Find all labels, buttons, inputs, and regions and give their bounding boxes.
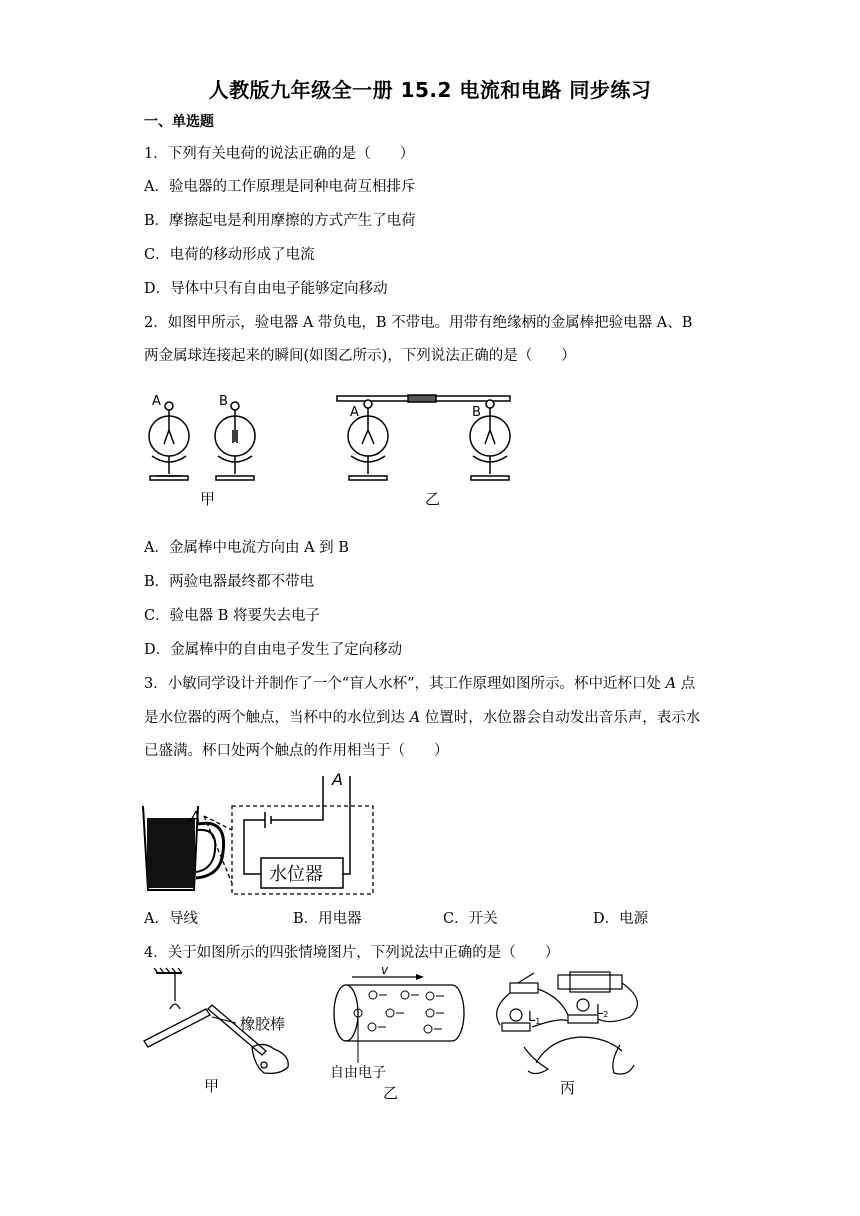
caption-yi: 乙	[425, 490, 441, 508]
cup-point-label: A	[190, 808, 201, 826]
question-1-option-b: B．摩擦起电是利用摩擦的方式产生了电荷	[144, 213, 416, 229]
velocity-label: v	[381, 963, 389, 977]
free-electron-label: 自由电子	[330, 1065, 386, 1081]
question-3-option-d: D．电源	[593, 911, 649, 927]
caption-jia-4: 甲	[204, 1077, 220, 1095]
question-2-stem-line-1: 2．如图甲所示，验电器 A 带负电，B 不带电。用带有绝缘柄的金属棒把验电器 A、B	[144, 315, 693, 331]
electroscope-figure	[140, 390, 520, 515]
question-2-option-c: C．验电器 B 将要失去电子	[144, 608, 320, 624]
electroscope-a-jia	[149, 402, 189, 480]
question-2-stem-line-2: 两金属球连接起来的瞬间(如图乙所示)，下列说法正确的是（ ）	[144, 348, 576, 364]
page-title: 人教版九年级全一册 15.2 电流和电路 同步练习	[208, 78, 652, 102]
label-b-jia: B	[219, 394, 228, 409]
question-2-option-d: D．金属棒中的自由电子发生了定向移动	[144, 642, 403, 658]
caption-jia: 甲	[200, 490, 216, 508]
circuit-photo	[497, 972, 638, 1074]
question-3-stem-line-1: 3．小敏同学设计并制作了一个“盲人水杯”，其工作原理如图所示。杯中近杯口处 A 点	[144, 676, 696, 692]
question-1-stem: 1．下列有关电荷的说法正确的是（ ）	[144, 146, 415, 162]
question-3-stem-line-3: 已盛满。杯口处两个触点的作用相当于（ ）	[144, 743, 449, 759]
question-2-option-a: A．金属棒中电流方向由 A 到 B	[144, 540, 349, 556]
question-3-option-c: C．开关	[443, 911, 498, 927]
water-level-label: 水位器	[269, 864, 323, 885]
label-a-jia: A	[152, 394, 161, 409]
question-3-option-a: A．导线	[144, 911, 198, 927]
water	[147, 818, 195, 888]
caption-yi-4: 乙	[383, 1084, 399, 1102]
suspended-rod	[144, 968, 210, 1047]
question-3-stem-line-2: 是水位器的两个触点，当杯中的水位到达 A 位置时，水位器会自动发出音乐声，表示水	[144, 710, 701, 726]
caption-bing-4: 丙	[560, 1079, 576, 1097]
metal-rod	[337, 395, 510, 402]
question-4-stem: 4．关于如图所示的四张情境图片，下列说法中正确的是（ ）	[144, 945, 560, 961]
l2-label: $L_2$	[596, 1003, 609, 1019]
question-3-option-b: B．用电器	[293, 911, 362, 927]
electroscope-b-jia	[215, 402, 255, 480]
question-2-option-b: B．两验电器最终都不带电	[144, 574, 315, 590]
rubber-rod-label: 橡胶棒	[240, 1015, 286, 1033]
label-a-yi: A	[350, 405, 359, 420]
question-1-option-a: A．验电器的工作原理是同种电荷互相排斥	[144, 179, 416, 195]
contact-point-label: A	[332, 770, 343, 789]
electrons	[354, 991, 444, 1033]
blind-cup-figure	[140, 768, 380, 898]
label-b-yi: B	[472, 405, 481, 420]
situations-figure	[140, 965, 650, 1105]
question-1-option-c: C．电荷的移动形成了电流	[144, 247, 315, 263]
l1-label: $L_1$	[528, 1010, 541, 1026]
question-1-option-d: D．导体中只有自由电子能够定向移动	[144, 281, 388, 297]
section-heading: 一、单选题	[144, 114, 214, 130]
